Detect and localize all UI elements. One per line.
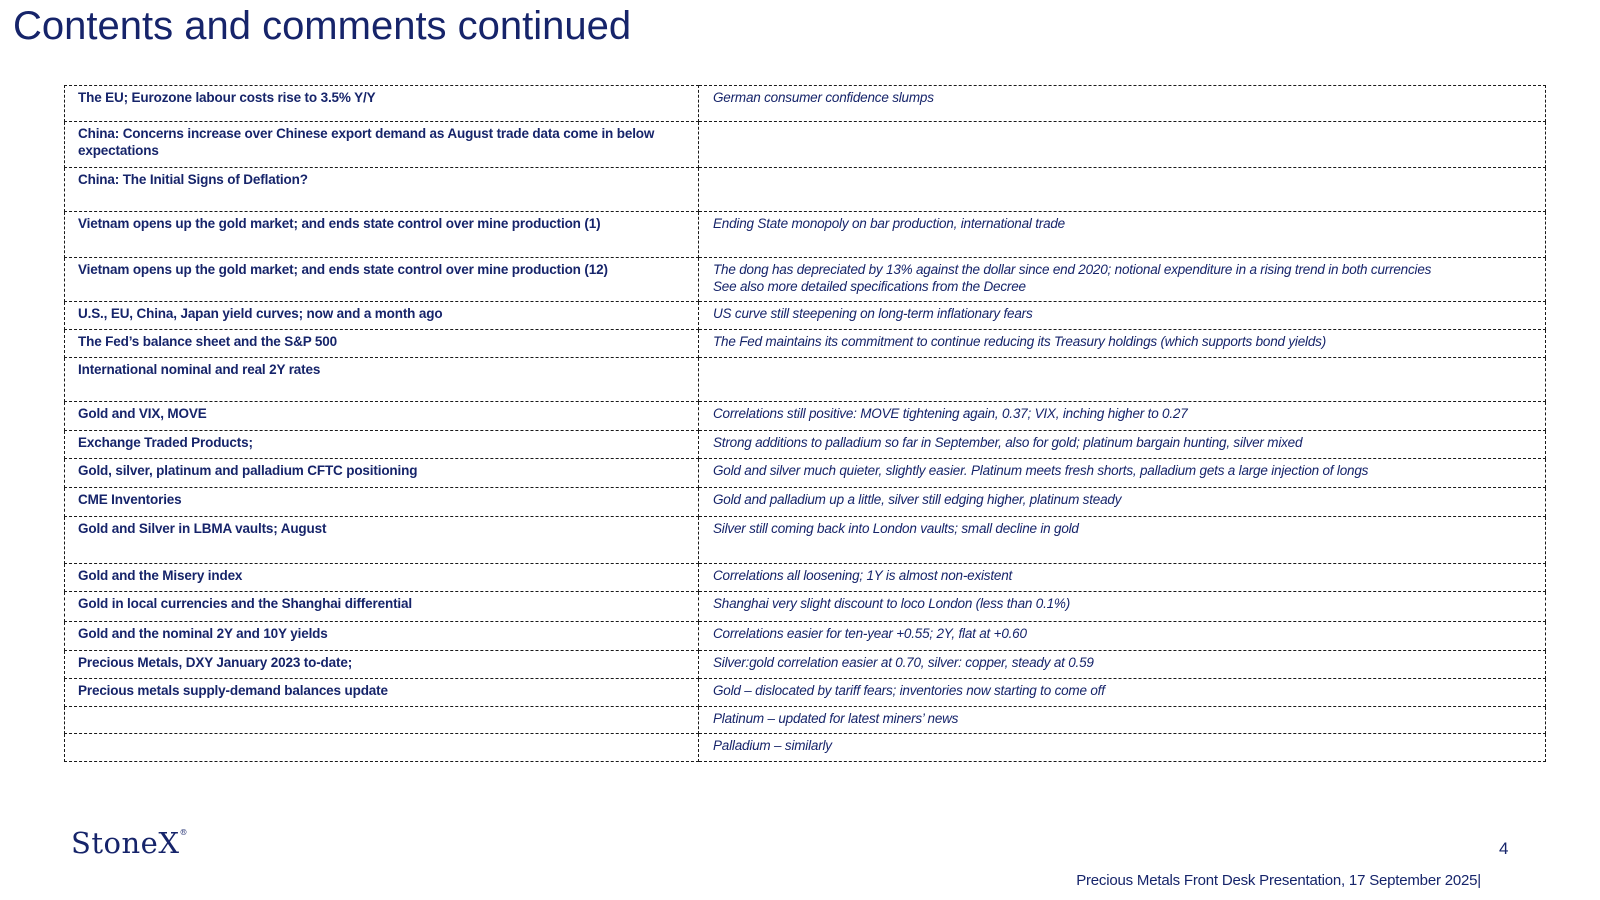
table-row (65, 517, 1546, 564)
table-row (65, 302, 1546, 330)
row-comment-line: The dong has depreciated by 13% against the dollar since end 2020; notional expenditure in a rising trend in both currencies (713, 262, 1432, 277)
row-comment: Correlations still positive: MOVE tightening again, 0.37; VIX, inching higher to 0.27 (699, 402, 1546, 431)
row-topic: Gold in local currencies and the Shanghai differential (65, 592, 699, 622)
table-row (65, 212, 1546, 258)
table-row (65, 734, 1546, 762)
table-row (65, 358, 1546, 402)
row-topic: China: Concerns increase over Chinese export demand as August trade data come in below expectations (65, 122, 699, 168)
row-topic (65, 734, 699, 762)
row-comment: US curve still steepening on long-term inflationary fears (699, 302, 1546, 330)
table-row (65, 651, 1546, 679)
table-row (65, 707, 1546, 734)
row-comment: Silver:gold correlation easier at 0.70, silver: copper, steady at 0.59 (699, 651, 1546, 679)
row-topic: Gold and VIX, MOVE (65, 402, 699, 431)
row-topic: Gold and the nominal 2Y and 10Y yields (65, 622, 699, 651)
row-comment: Correlations all loosening; 1Y is almost non-existent (699, 564, 1546, 592)
table-row (65, 86, 1546, 122)
row-comment: Gold and palladium up a little, silver still edging higher, platinum steady (699, 488, 1546, 517)
row-comment: Gold and silver much quieter, slightly easier. Platinum meets fresh shorts, palladium gets a large injection of longs (699, 459, 1546, 488)
table-row (65, 564, 1546, 592)
row-topic (65, 707, 699, 734)
table-row (65, 488, 1546, 517)
row-comment (699, 168, 1546, 212)
row-topic: Gold, silver, platinum and palladium CFTC positioning (65, 459, 699, 488)
row-comment: The Fed maintains its commitment to continue reducing its Treasury holdings (which supports bond yields) (699, 330, 1546, 358)
table-row (65, 459, 1546, 488)
row-comment-line: See also more detailed specifications from the Decree (713, 278, 1026, 294)
row-comment: Palladium – similarly (699, 734, 1546, 762)
table-row (65, 622, 1546, 651)
row-topic: Gold and Silver in LBMA vaults; August (65, 517, 699, 564)
row-comment (699, 358, 1546, 402)
table-row (65, 679, 1546, 707)
row-comment: Strong additions to palladium so far in September, also for gold; platinum bargain hunting, silver mixed (699, 431, 1546, 459)
row-topic: Precious Metals, DXY January 2023 to-date; (65, 651, 699, 679)
table-row (65, 431, 1546, 459)
row-comment (699, 122, 1546, 168)
row-topic: Vietnam opens up the gold market; and ends state control over mine production (12) (65, 258, 699, 302)
table-row (65, 330, 1546, 358)
row-topic: Vietnam opens up the gold market; and ends state control over mine production (1) (65, 212, 699, 258)
row-topic: CME Inventories (65, 488, 699, 517)
row-comment: Shanghai very slight discount to loco London (less than 0.1%) (699, 592, 1546, 622)
page-title: Contents and comments continued (13, 4, 632, 48)
registered-mark: ® (179, 828, 188, 837)
table-row (65, 168, 1546, 212)
row-topic: The EU; Eurozone labour costs rise to 3.5% Y/Y (65, 86, 699, 122)
stonex-logo (71, 826, 188, 860)
row-topic: U.S., EU, China, Japan yield curves; now and a month ago (65, 302, 699, 330)
row-comment: German consumer confidence slumps (699, 86, 1546, 122)
row-topic: Precious metals supply-demand balances update (65, 679, 699, 707)
footer-text: Precious Metals Front Desk Presentation, 17 September 2025| (1076, 872, 1481, 889)
row-comment: Gold – dislocated by tariff fears; inventories now starting to come off (699, 679, 1546, 707)
table-row (65, 402, 1546, 431)
table-row (65, 592, 1546, 622)
row-topic: China: The Initial Signs of Deflation? (65, 168, 699, 212)
row-comment: Ending State monopoly on bar production, international trade (699, 212, 1546, 258)
table-row (65, 122, 1546, 168)
row-topic: Gold and the Misery index (65, 564, 699, 592)
logo-text: StoneX (71, 826, 180, 860)
row-comment: Platinum – updated for latest miners’ news (699, 707, 1546, 734)
row-comment (699, 258, 1546, 302)
row-topic: The Fed’s balance sheet and the S&P 500 (65, 330, 699, 358)
row-topic: Exchange Traded Products; (65, 431, 699, 459)
page-number: 4 (1499, 839, 1509, 858)
table-row (65, 258, 1546, 302)
row-comment: Correlations easier for ten-year +0.55; 2Y, flat at +0.60 (699, 622, 1546, 651)
contents-table (64, 85, 1546, 762)
row-comment: Silver still coming back into London vaults; small decline in gold (699, 517, 1546, 564)
row-topic: International nominal and real 2Y rates (65, 358, 699, 402)
